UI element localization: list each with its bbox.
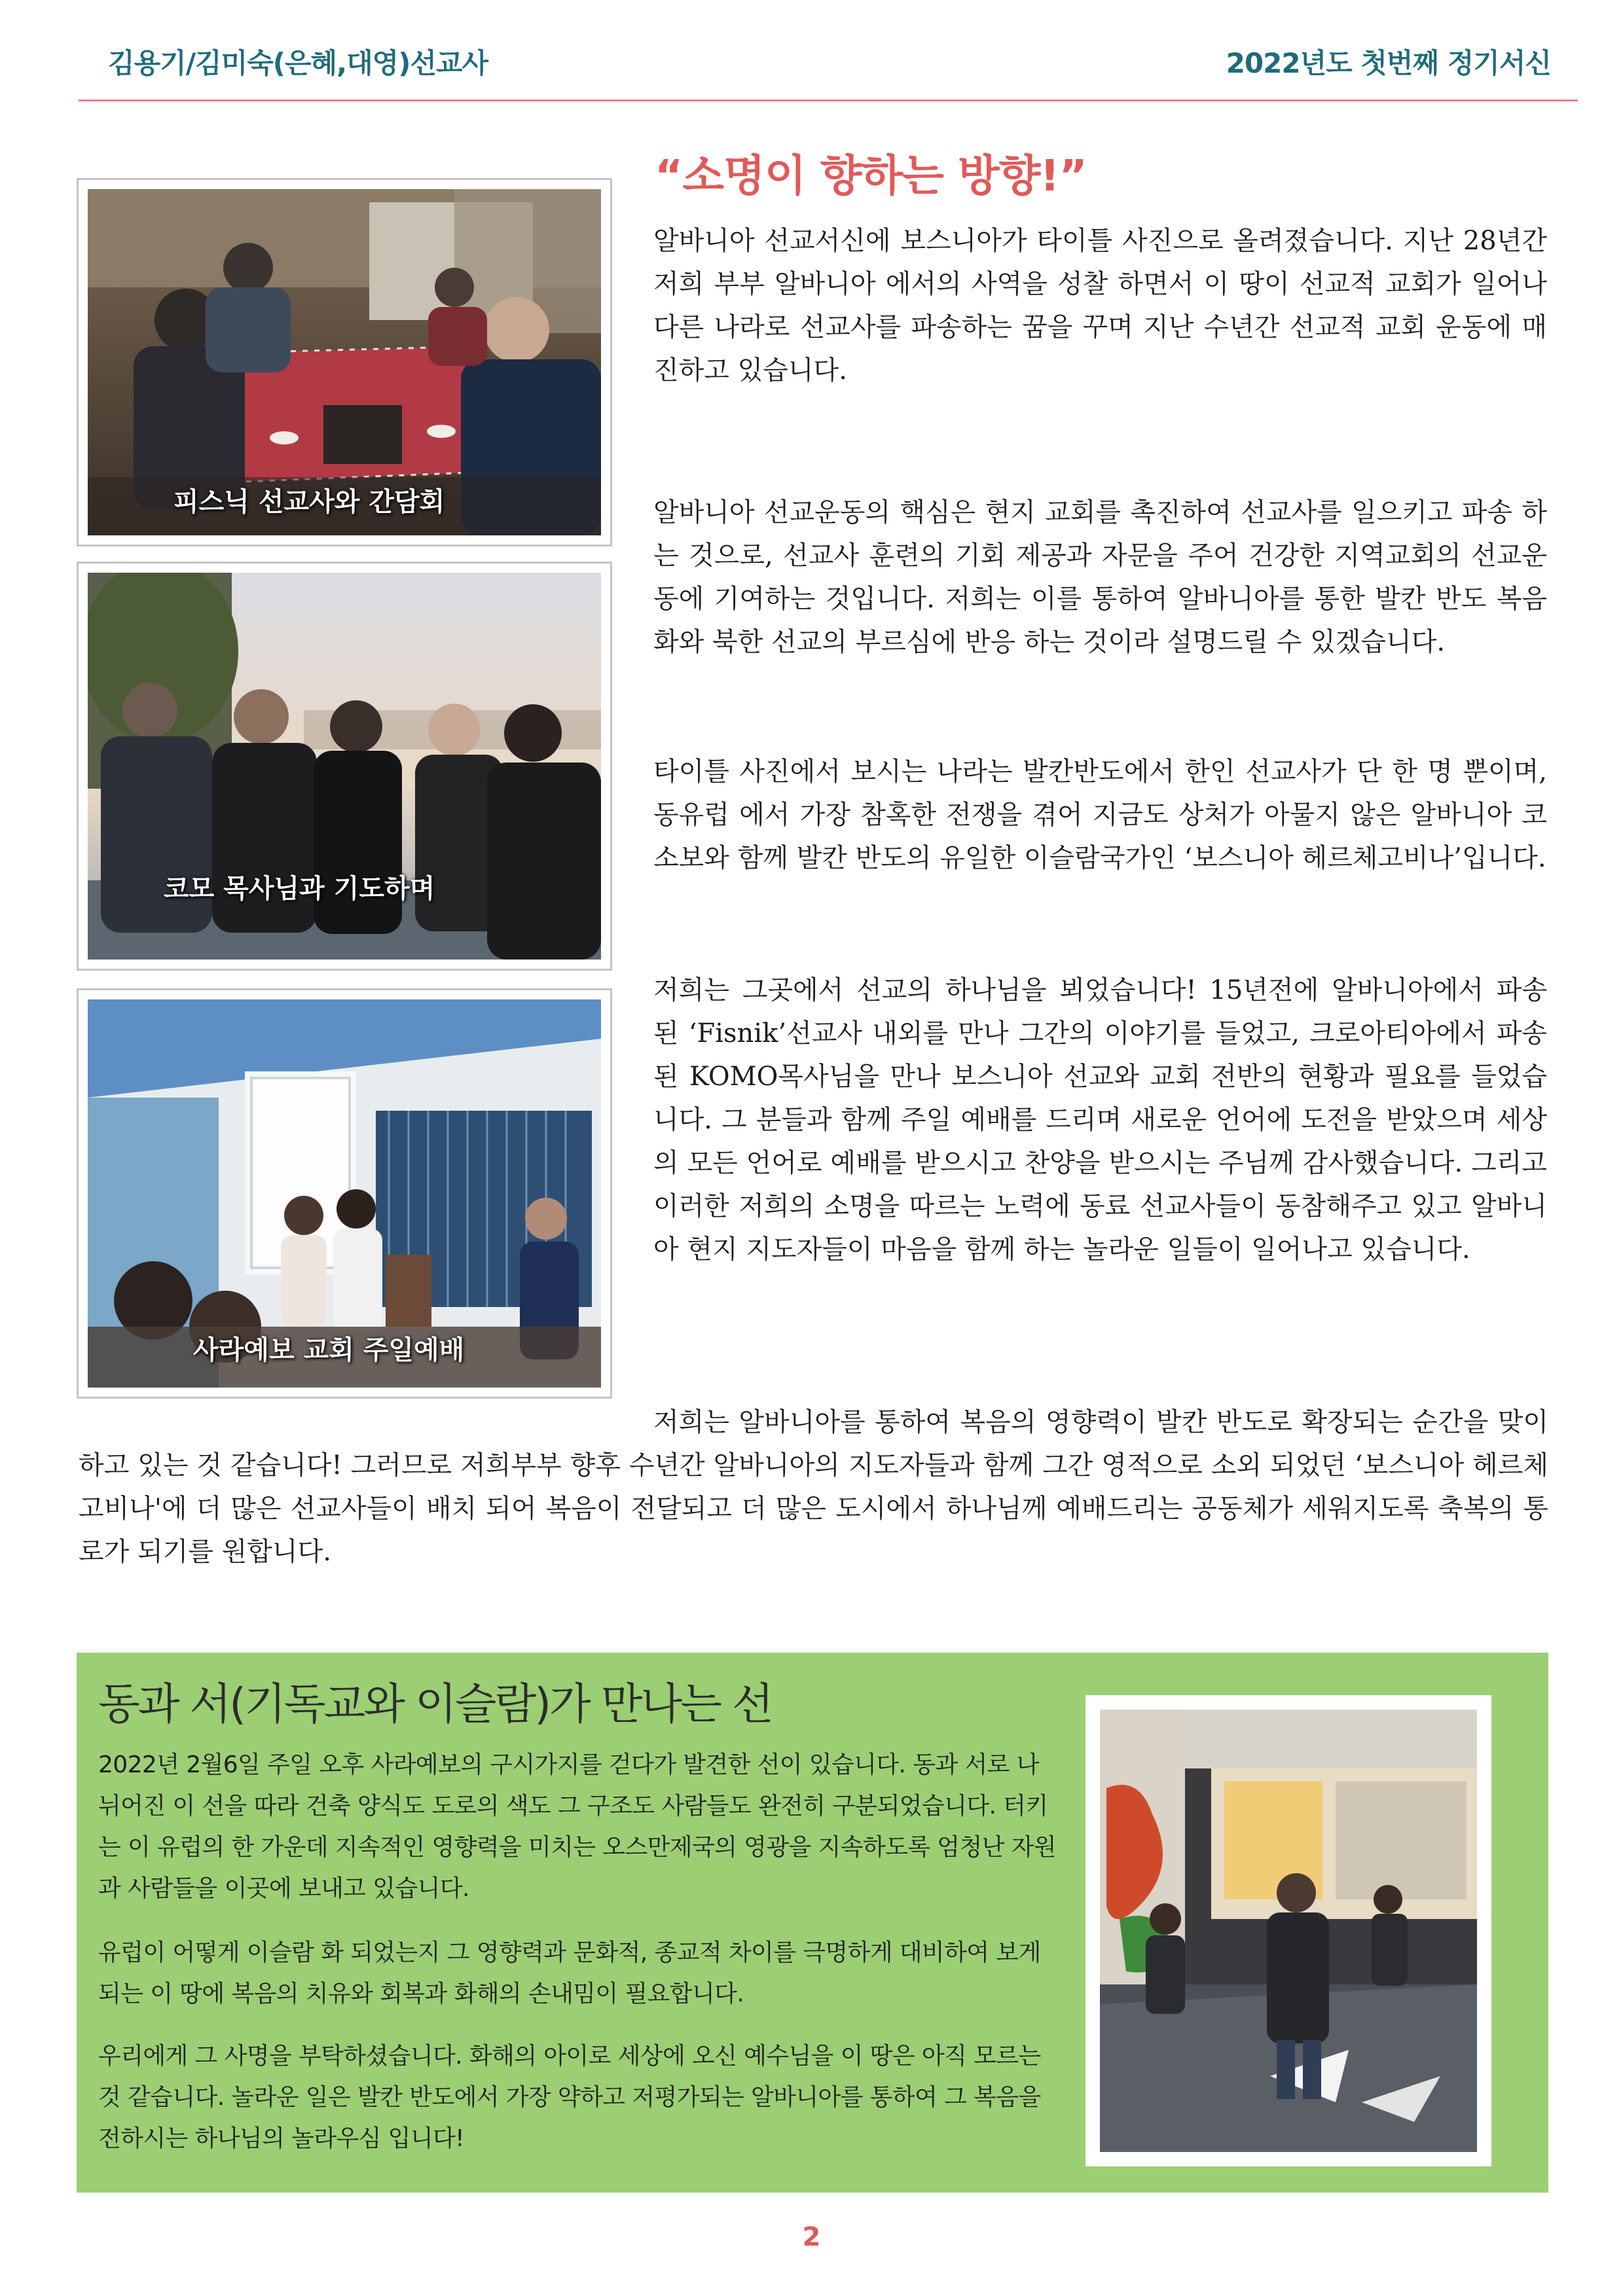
east-west-paragraph-3: 우리에게 그 사명을 부탁하셨습니다. 화해의 아이로 세상에 오신 예수님을 이 땅은 아직 모르는 것 같습니다. 놀라운 일은 발칸 반도에서 가장 약하고 저평가되는 알바니아를 통하여 그 복음을 전하시는 하나님의 놀라우심 입니다! (98, 2043, 1041, 2152)
article-title: “소명이 향하는 방향!” (655, 151, 1087, 201)
photo-komo-caption: 코모 목사님과 기도하며 (164, 874, 435, 904)
east-west-title: 동과 서(기독교와 이슬람)가 만나는 선 (98, 1679, 772, 1729)
photo-komo-prayer (77, 562, 612, 971)
east-west-paragraph-1: 2022년 2월6일 주일 오후 사라예보의 구시가지를 걷다가 발견한 선이 있습니다. 동과 서로 나뉘어진 이 선을 따라 건축 양식도 도로의 색도 그 구조도 사람들도 완전히 구분되었습니다. 터키는 이 유럽의 한 가운데 지속적인 영향력을 미치는 오스만제국의 영광을 지속하도록 엄청난 자원과 사람들을 이곳에 보내고 있습니다. (98, 1751, 1056, 1902)
photo-sarajevo-caption: 사라예보 교회 주일예배 (193, 1335, 465, 1365)
photo-sarajevo-worship (77, 988, 612, 1399)
article-paragraph-2: 알바니아 선교운동의 핵심은 현지 교회를 촉진하여 선교사를 일으키고 파송 하는 것으로, 선교사 훈련의 기회 제공과 자문을 주어 건강한 지역교회의 선교운동에 기여하는 것입니다. 저희는 이를 통하여 알바니아를 통한 발칸 반도 복음화와 북한 선교의 부르심에 반응 하는 것이라 설명드릴 수 있겠습니다. (653, 497, 1547, 657)
photo-fisnik-caption: 피스닉 선교사와 간담회 (173, 487, 445, 517)
article-paragraph-1: 알바니아 선교서신에 보스니아가 타이틀 사진으로 올려졌습니다. 지난 28년간 저희 부부 알바니아 에서의 사역을 성찰 하면서 이 땅이 선교적 교회가 일어나 다른 나라로 선교사를 파송하는 꿈을 꾸며 지난 수년간 선교적 교회 운동에 매진하고 있습니다. (653, 226, 1547, 386)
photo-fisnik-meeting (77, 178, 612, 547)
photo-sarajevo-street-image (1100, 1710, 1477, 2152)
article-paragraph-3: 타이틀 사진에서 보시는 나라는 발칸반도에서 한인 선교사가 단 한 명 뿐이며, 동유럽 에서 가장 참혹한 전쟁을 겪어 지금도 상처가 아물지 않은 알바니아 코소보와 함께 발칸 반도의 유일한 이슬람국가인 ‘보스니아 헤르체고비나’입니다. (653, 757, 1547, 873)
article-paragraph-5: 저희는 알바니아를 통하여 복음의 영향력이 발칸 반도로 확장되는 순간을 맞이하고 있는 것 같습니다! 그러므로 저희부부 향후 수년간 알바니아의 지도자들과 함께 그간 영적으로 소외 되었던 ‘보스니아 헤르체고비나'에 더 많은 선교사들이 배치 되어 복음이 전달되고 더 많은 도시에서 하나님께 예배드리는 공동체가 세워지도록 축복의 통로가 되기를 원합니다. (79, 1407, 1548, 1567)
article-paragraph-4: 저희는 그곳에서 선교의 하나님을 뵈었습니다! 15년전에 알바니아에서 파송 된 ‘Fisnik’선교사 내외를 만나 그간의 이야기를 들었고, 크로아티아에서 파송 된 KOMO목사님을 만나 보스니아 선교와 교회 전반의 현황과 필요를 들었습니다. 그 분들과 함께 주일 예배를 드리며 새로운 언어에 도전을 받았으며 세상의 모든 언어로 예배를 받으시고 찬양을 받으시는 주님께 감사했습니다. 그리고 이러한 저희의 소명을 따르는 노력에 동료 선교사들이 동참해주고 있고 알바니아 현지 지도자들이 마음을 함께 하는 놀라운 일들이 일어나고 있습니다. (653, 975, 1547, 1265)
east-west-paragraph-2: 유럽이 어떻게 이슬람 화 되었는지 그 영향력과 문화적, 종교적 차이를 극명하게 대비하여 보게 되는 이 땅에 복음의 치유와 회복과 화해의 손내밈이 필요합니다. (98, 1939, 1041, 2007)
photo-sarajevo-street (1085, 1695, 1491, 2166)
header-newsletter-title: 2022년도 첫번째 정기서신 (1226, 47, 1551, 79)
header-missionary-names: 김용기/김미숙(은혜,대영)선교사 (108, 47, 488, 79)
page-number: 2 (802, 2222, 821, 2252)
header-divider (79, 99, 1578, 101)
